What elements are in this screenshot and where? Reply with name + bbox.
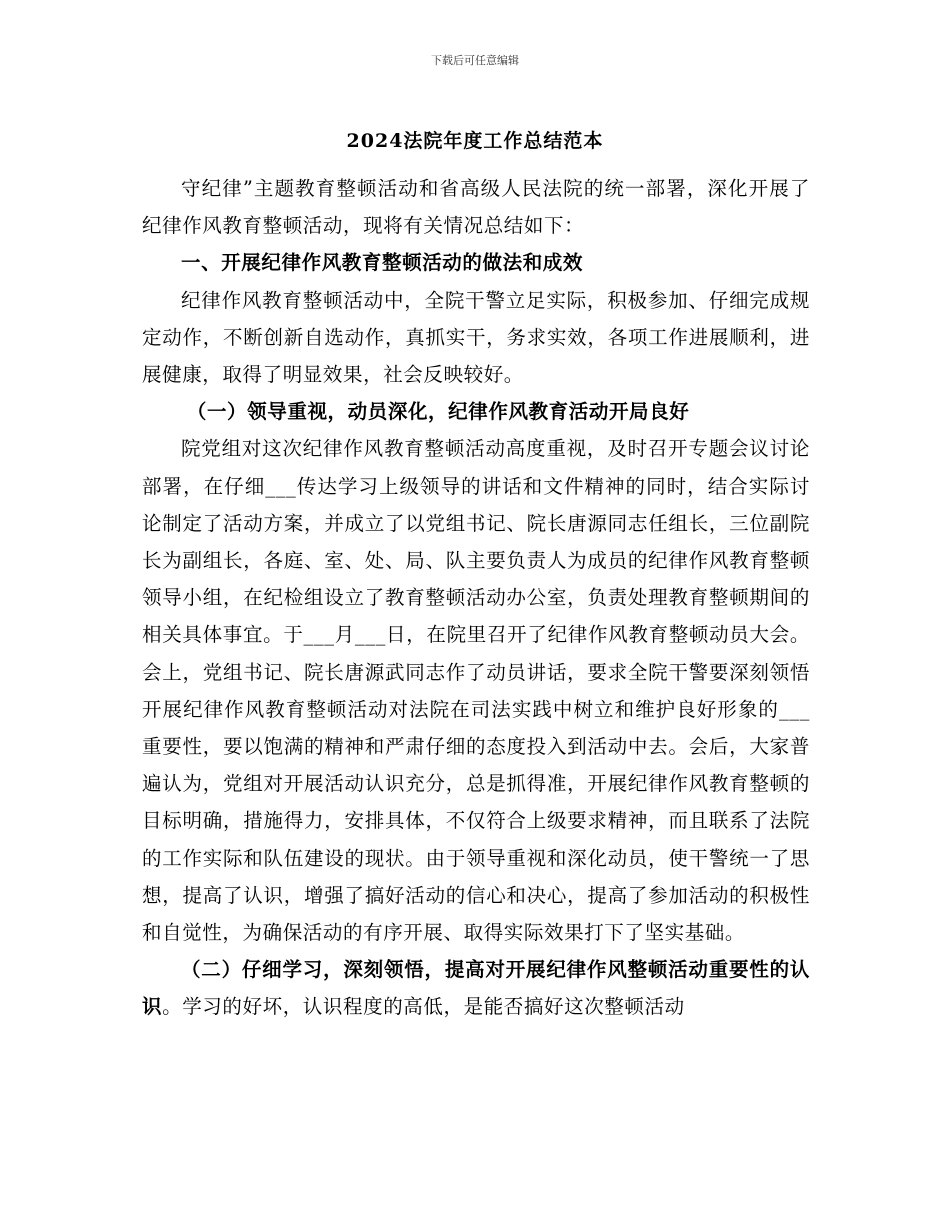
section-heading-1: 一、开展纪律作风教育整顿活动的做法和成效 — [181, 251, 584, 275]
subsection-paragraph-1: 院党组对这次纪律作风教育整顿活动高度重视，及时召开专题会议讨论部署，在仔细___传达学习上级领导的讲话和文件精神的同时，结合实际讨论制定了活动方案，并成立了以党组书记、院长唐源同志任组长，三位副院长为副组长，各庭、室、处、局、队主要负责人为成员的纪律作风教育整顿领导小组，在纪检组设立了教育整顿活动办公室，负责处理教育整顿期间的相关具体事宜。于___月___日，在院里召开了纪律作风教育整顿动员大会。会上，党组书记、院长唐源武同志作了动员讲话，要求全院干警要深刻领悟开展纪律作风教育整顿活动对法院在司法实践中树立和维护良好形象的___重要性，要以饱满的精神和严肃仔细的态度投入到活动中去。会后，大家普遍认为，党组对开展活动认识充分，总是抓得准，开展纪律作风教育整顿的目标明确，措施得力，安排具体，不仅符合上级要求精神，而且联系了法院的工作实际和队伍建设的现状。由于领导重视和深化动员，使干警统一了思想，提高了认识，增强了搞好活动的信心和决心，提高了参加活动的积极性和自觉性，为确保活动的有序开展、取得实际效果打下了坚实基础。 — [142, 437, 810, 945]
subsection-paragraph-2-text: 。学习的好坏，认识程度的高低，是能否搞好这次整顿活动 — [162, 995, 685, 1019]
subsection-paragraph-2 — [142, 951, 810, 1025]
document-title: 2024法院年度工作总结范本 — [346, 130, 604, 152]
subsection-heading-1: （一）领导重视，动员深化，纪律作风教育活动开局良好 — [186, 400, 690, 424]
section-paragraph-1: 纪律作风教育整顿活动中，全院干警立足实际，积极参加、仔细完成规定动作，不断创新自选动作，真抓实干，务求实效，各项工作进展顺利，进展健康，取得了明显效果，社会反映较好。 — [142, 288, 810, 387]
page-header: 下载后可任意编辑 — [431, 54, 519, 67]
document-body — [142, 170, 810, 1026]
subsection-heading-2: （二）仔细学习，深刻领悟，提高对开展纪律作风整顿活动重要性的认识 — [142, 958, 810, 1019]
intro-paragraph: 守纪律”主题教育整顿活动和省高级人民法院的统一部署，深化开展了纪律作风教育整顿活动，现将有关情况总结如下： — [142, 177, 810, 238]
